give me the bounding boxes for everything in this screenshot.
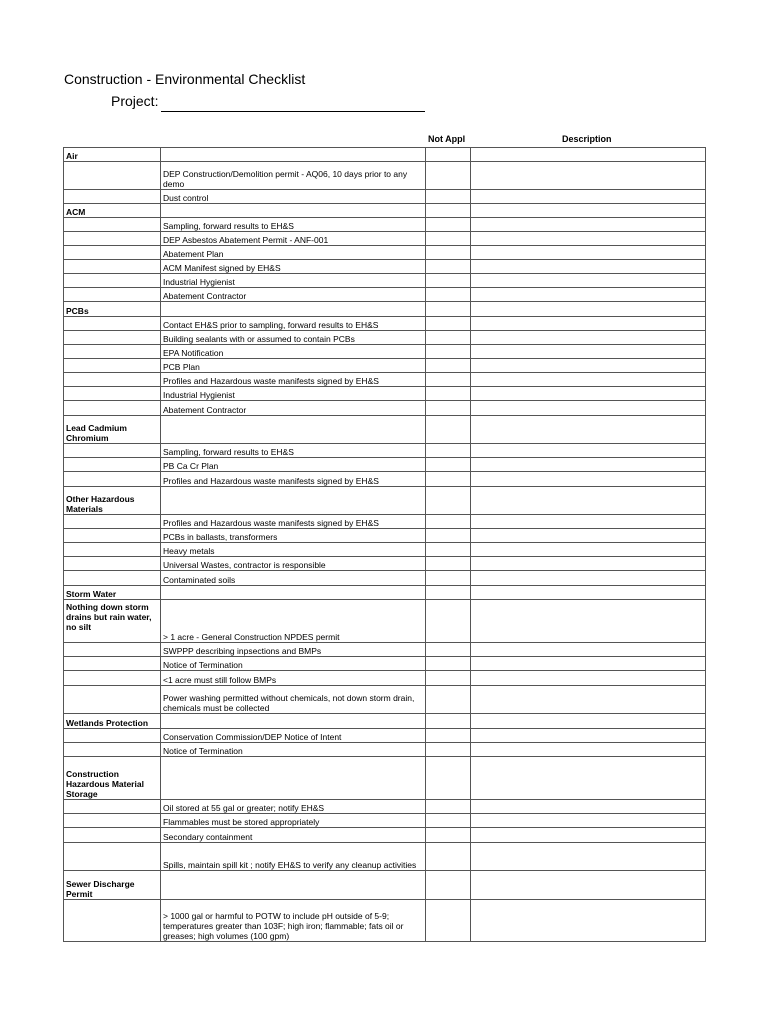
not-appl-cell[interactable] bbox=[426, 416, 471, 444]
checklist-row bbox=[64, 543, 706, 557]
not-appl-cell[interactable] bbox=[426, 472, 471, 487]
description-cell[interactable] bbox=[471, 162, 706, 190]
description-cell[interactable] bbox=[471, 529, 706, 543]
checklist-row bbox=[64, 331, 706, 345]
checklist-row bbox=[64, 729, 706, 743]
checklist-row bbox=[64, 557, 706, 571]
not-appl-cell[interactable] bbox=[426, 686, 471, 714]
description-cell[interactable] bbox=[471, 373, 706, 387]
item-cell bbox=[161, 204, 426, 218]
description-cell[interactable] bbox=[471, 729, 706, 743]
description-cell[interactable] bbox=[471, 743, 706, 757]
checklist-row bbox=[64, 218, 706, 232]
category-cell: Sewer Discharge Permit bbox=[64, 871, 161, 900]
category-cell: Storm Water bbox=[64, 586, 161, 600]
checklist-row bbox=[64, 472, 706, 487]
item-cell: SWPPP describing inpsections and BMPs bbox=[161, 643, 426, 657]
category-cell bbox=[64, 529, 161, 543]
not-appl-cell[interactable] bbox=[426, 814, 471, 828]
description-cell[interactable] bbox=[471, 586, 706, 600]
item-cell: Industrial Hygienist bbox=[161, 274, 426, 288]
item-cell: DEP Construction/Demolition permit - AQ06, 10 days prior to any demo bbox=[161, 162, 426, 190]
item-cell: Spills, maintain spill kit ; notify EH&S to verify any cleanup activities bbox=[161, 843, 426, 871]
not-appl-cell[interactable] bbox=[426, 260, 471, 274]
category-cell bbox=[64, 657, 161, 671]
not-appl-cell[interactable] bbox=[426, 401, 471, 416]
category-cell bbox=[64, 686, 161, 714]
not-appl-cell[interactable] bbox=[426, 757, 471, 800]
not-appl-cell[interactable] bbox=[426, 743, 471, 757]
not-appl-cell[interactable] bbox=[426, 643, 471, 657]
category-cell bbox=[64, 246, 161, 260]
checklist-row bbox=[64, 800, 706, 814]
checklist-table bbox=[63, 147, 706, 942]
item-cell: Oil stored at 55 gal or greater; notify EH&S bbox=[161, 800, 426, 814]
not-appl-cell[interactable] bbox=[426, 317, 471, 331]
description-cell[interactable] bbox=[471, 757, 706, 800]
description-cell[interactable] bbox=[471, 643, 706, 657]
checklist-row bbox=[64, 843, 706, 871]
item-cell: > 1000 gal or harmful to POTW to include pH outside of 5-9; temperatures greater than 103F; high iron; flammable; fats oil or greases; high volumes (100 gpm) bbox=[161, 900, 426, 942]
category-cell: Other Hazardous Materials bbox=[64, 487, 161, 515]
description-cell[interactable] bbox=[471, 387, 706, 401]
item-cell: <1 acre must still follow BMPs bbox=[161, 671, 426, 686]
category-cell bbox=[64, 232, 161, 246]
not-appl-cell[interactable] bbox=[426, 345, 471, 359]
category-cell bbox=[64, 162, 161, 190]
category-cell bbox=[64, 515, 161, 529]
not-appl-cell[interactable] bbox=[426, 274, 471, 288]
category-cell bbox=[64, 373, 161, 387]
not-appl-cell[interactable] bbox=[426, 148, 471, 162]
not-appl-cell[interactable] bbox=[426, 444, 471, 458]
category-row bbox=[64, 148, 706, 162]
description-cell[interactable] bbox=[471, 204, 706, 218]
category-row bbox=[64, 204, 706, 218]
description-cell[interactable] bbox=[471, 814, 706, 828]
not-appl-cell[interactable] bbox=[426, 288, 471, 302]
checklist-row bbox=[64, 458, 706, 472]
checklist-row bbox=[64, 232, 706, 246]
description-cell[interactable] bbox=[471, 487, 706, 515]
description-cell[interactable] bbox=[471, 800, 706, 814]
category-cell bbox=[64, 643, 161, 657]
category-cell bbox=[64, 458, 161, 472]
description-cell[interactable] bbox=[471, 274, 706, 288]
item-cell: Power washing permitted without chemicals, not down storm drain, chemicals must be collected bbox=[161, 686, 426, 714]
category-cell: Lead Cadmium Chromium bbox=[64, 416, 161, 444]
not-appl-cell[interactable] bbox=[426, 458, 471, 472]
checklist-row bbox=[64, 643, 706, 657]
not-appl-cell[interactable] bbox=[426, 387, 471, 401]
category-cell: Wetlands Protection bbox=[64, 714, 161, 729]
item-cell: Abatement Contractor bbox=[161, 288, 426, 302]
description-cell[interactable] bbox=[471, 416, 706, 444]
category-cell bbox=[64, 571, 161, 586]
item-cell bbox=[161, 586, 426, 600]
description-cell[interactable] bbox=[471, 288, 706, 302]
project-input-line[interactable] bbox=[161, 111, 425, 112]
checklist-row bbox=[64, 900, 706, 942]
checklist-row bbox=[64, 246, 706, 260]
item-cell: Industrial Hygienist bbox=[161, 387, 426, 401]
description-cell[interactable] bbox=[471, 686, 706, 714]
not-appl-cell[interactable] bbox=[426, 487, 471, 515]
description-cell[interactable] bbox=[471, 190, 706, 204]
not-appl-cell[interactable] bbox=[426, 671, 471, 686]
description-cell[interactable] bbox=[471, 359, 706, 373]
description-cell[interactable] bbox=[471, 571, 706, 586]
category-cell bbox=[64, 543, 161, 557]
checklist-row bbox=[64, 345, 706, 359]
category-cell bbox=[64, 828, 161, 843]
category-row bbox=[64, 487, 706, 515]
item-cell: Profiles and Hazardous waste manifests signed by EH&S bbox=[161, 515, 426, 529]
category-cell bbox=[64, 331, 161, 345]
category-row bbox=[64, 302, 706, 317]
not-appl-cell[interactable] bbox=[426, 543, 471, 557]
item-cell: Contaminated soils bbox=[161, 571, 426, 586]
checklist-row bbox=[64, 657, 706, 671]
not-appl-cell[interactable] bbox=[426, 359, 471, 373]
description-cell[interactable] bbox=[471, 218, 706, 232]
category-cell bbox=[64, 800, 161, 814]
description-cell[interactable] bbox=[471, 671, 706, 686]
checklist-row bbox=[64, 529, 706, 543]
item-cell: Profiles and Hazardous waste manifests signed by EH&S bbox=[161, 373, 426, 387]
project-label: Project: bbox=[111, 93, 159, 109]
description-cell[interactable] bbox=[471, 557, 706, 571]
category-cell bbox=[64, 557, 161, 571]
item-cell bbox=[161, 416, 426, 444]
item-cell: Notice of Termination bbox=[161, 743, 426, 757]
description-cell[interactable] bbox=[471, 401, 706, 416]
description-cell[interactable] bbox=[471, 543, 706, 557]
column-header-description: Description bbox=[562, 134, 612, 144]
item-cell: Sampling, forward results to EH&S bbox=[161, 218, 426, 232]
item-cell bbox=[161, 757, 426, 800]
category-row bbox=[64, 416, 706, 444]
item-cell: Dust control bbox=[161, 190, 426, 204]
checklist-row bbox=[64, 373, 706, 387]
not-appl-cell[interactable] bbox=[426, 657, 471, 671]
not-appl-cell[interactable] bbox=[426, 246, 471, 260]
description-cell[interactable] bbox=[471, 458, 706, 472]
item-cell: Building sealants with or assumed to contain PCBs bbox=[161, 331, 426, 345]
item-cell: PB Ca Cr Plan bbox=[161, 458, 426, 472]
checklist-row bbox=[64, 401, 706, 416]
category-cell bbox=[64, 814, 161, 828]
item-cell: Abatement Contractor bbox=[161, 401, 426, 416]
checklist-row bbox=[64, 743, 706, 757]
category-row bbox=[64, 600, 706, 643]
checklist-row bbox=[64, 260, 706, 274]
item-cell: Notice of Termination bbox=[161, 657, 426, 671]
item-cell: PCB Plan bbox=[161, 359, 426, 373]
item-cell: Contact EH&S prior to sampling, forward results to EH&S bbox=[161, 317, 426, 331]
checklist-row bbox=[64, 288, 706, 302]
not-appl-cell[interactable] bbox=[426, 218, 471, 232]
description-cell[interactable] bbox=[471, 345, 706, 359]
category-row bbox=[64, 757, 706, 800]
description-cell[interactable] bbox=[471, 148, 706, 162]
not-appl-cell[interactable] bbox=[426, 843, 471, 871]
not-appl-cell[interactable] bbox=[426, 190, 471, 204]
description-cell[interactable] bbox=[471, 246, 706, 260]
not-appl-cell[interactable] bbox=[426, 828, 471, 843]
description-cell[interactable] bbox=[471, 900, 706, 942]
checklist-row bbox=[64, 190, 706, 204]
item-cell: Conservation Commission/DEP Notice of Intent bbox=[161, 729, 426, 743]
not-appl-cell[interactable] bbox=[426, 900, 471, 942]
category-cell bbox=[64, 401, 161, 416]
not-appl-cell[interactable] bbox=[426, 800, 471, 814]
description-cell[interactable] bbox=[471, 871, 706, 900]
item-cell: Profiles and Hazardous waste manifests signed by EH&S bbox=[161, 472, 426, 487]
description-cell[interactable] bbox=[471, 444, 706, 458]
not-appl-cell[interactable] bbox=[426, 600, 471, 643]
document-title: Construction - Environmental Checklist bbox=[64, 71, 306, 87]
item-cell: DEP Asbestos Abatement Permit - ANF-001 bbox=[161, 232, 426, 246]
description-cell[interactable] bbox=[471, 317, 706, 331]
description-cell[interactable] bbox=[471, 600, 706, 643]
checklist-row bbox=[64, 444, 706, 458]
description-cell[interactable] bbox=[471, 302, 706, 317]
description-cell[interactable] bbox=[471, 232, 706, 246]
description-cell[interactable] bbox=[471, 843, 706, 871]
item-cell: ACM Manifest signed by EH&S bbox=[161, 260, 426, 274]
category-cell bbox=[64, 260, 161, 274]
item-cell bbox=[161, 714, 426, 729]
item-cell: Heavy metals bbox=[161, 543, 426, 557]
not-appl-cell[interactable] bbox=[426, 871, 471, 900]
not-appl-cell[interactable] bbox=[426, 162, 471, 190]
description-cell[interactable] bbox=[471, 331, 706, 345]
item-cell: > 1 acre - General Construction NPDES permit bbox=[161, 600, 426, 643]
category-cell: Construction Hazardous Material Storage bbox=[64, 757, 161, 800]
category-cell bbox=[64, 843, 161, 871]
category-cell bbox=[64, 387, 161, 401]
category-row bbox=[64, 871, 706, 900]
category-cell bbox=[64, 472, 161, 487]
checklist-row bbox=[64, 686, 706, 714]
not-appl-cell[interactable] bbox=[426, 714, 471, 729]
category-cell: Nothing down storm drains but rain water, no silt bbox=[64, 600, 161, 643]
category-cell bbox=[64, 274, 161, 288]
category-row bbox=[64, 586, 706, 600]
checklist-row bbox=[64, 387, 706, 401]
category-cell bbox=[64, 288, 161, 302]
description-cell[interactable] bbox=[471, 828, 706, 843]
not-appl-cell[interactable] bbox=[426, 515, 471, 529]
category-cell bbox=[64, 218, 161, 232]
checklist-row bbox=[64, 571, 706, 586]
not-appl-cell[interactable] bbox=[426, 557, 471, 571]
category-cell bbox=[64, 345, 161, 359]
category-cell: ACM bbox=[64, 204, 161, 218]
category-cell bbox=[64, 317, 161, 331]
category-cell: PCBs bbox=[64, 302, 161, 317]
checklist-row bbox=[64, 359, 706, 373]
category-cell: Air bbox=[64, 148, 161, 162]
not-appl-cell[interactable] bbox=[426, 302, 471, 317]
description-cell[interactable] bbox=[471, 657, 706, 671]
checklist-row bbox=[64, 274, 706, 288]
item-cell bbox=[161, 148, 426, 162]
item-cell: Flammables must be stored appropriately bbox=[161, 814, 426, 828]
category-cell bbox=[64, 743, 161, 757]
checklist-row bbox=[64, 162, 706, 190]
checklist-row bbox=[64, 671, 706, 686]
category-cell bbox=[64, 671, 161, 686]
description-cell[interactable] bbox=[471, 515, 706, 529]
not-appl-cell[interactable] bbox=[426, 373, 471, 387]
item-cell: EPA Notification bbox=[161, 345, 426, 359]
item-cell bbox=[161, 302, 426, 317]
checklist-row bbox=[64, 828, 706, 843]
item-cell: Secondary containment bbox=[161, 828, 426, 843]
not-appl-cell[interactable] bbox=[426, 571, 471, 586]
description-cell[interactable] bbox=[471, 472, 706, 487]
description-cell[interactable] bbox=[471, 714, 706, 729]
category-row bbox=[64, 714, 706, 729]
not-appl-cell[interactable] bbox=[426, 331, 471, 345]
category-cell bbox=[64, 444, 161, 458]
item-cell: Sampling, forward results to EH&S bbox=[161, 444, 426, 458]
item-cell: PCBs in ballasts, transformers bbox=[161, 529, 426, 543]
category-cell bbox=[64, 729, 161, 743]
checklist-row bbox=[64, 317, 706, 331]
checklist-row bbox=[64, 515, 706, 529]
item-cell bbox=[161, 871, 426, 900]
not-appl-cell[interactable] bbox=[426, 204, 471, 218]
category-cell bbox=[64, 190, 161, 204]
category-cell bbox=[64, 359, 161, 373]
item-cell: Universal Wastes, contractor is responsible bbox=[161, 557, 426, 571]
category-cell bbox=[64, 900, 161, 942]
not-appl-cell[interactable] bbox=[426, 529, 471, 543]
description-cell[interactable] bbox=[471, 260, 706, 274]
item-cell: Abatement Plan bbox=[161, 246, 426, 260]
checklist-row bbox=[64, 814, 706, 828]
not-appl-cell[interactable] bbox=[426, 232, 471, 246]
column-header-not-appl: Not Appl bbox=[428, 134, 466, 144]
item-cell bbox=[161, 487, 426, 515]
not-appl-cell[interactable] bbox=[426, 586, 471, 600]
not-appl-cell[interactable] bbox=[426, 729, 471, 743]
